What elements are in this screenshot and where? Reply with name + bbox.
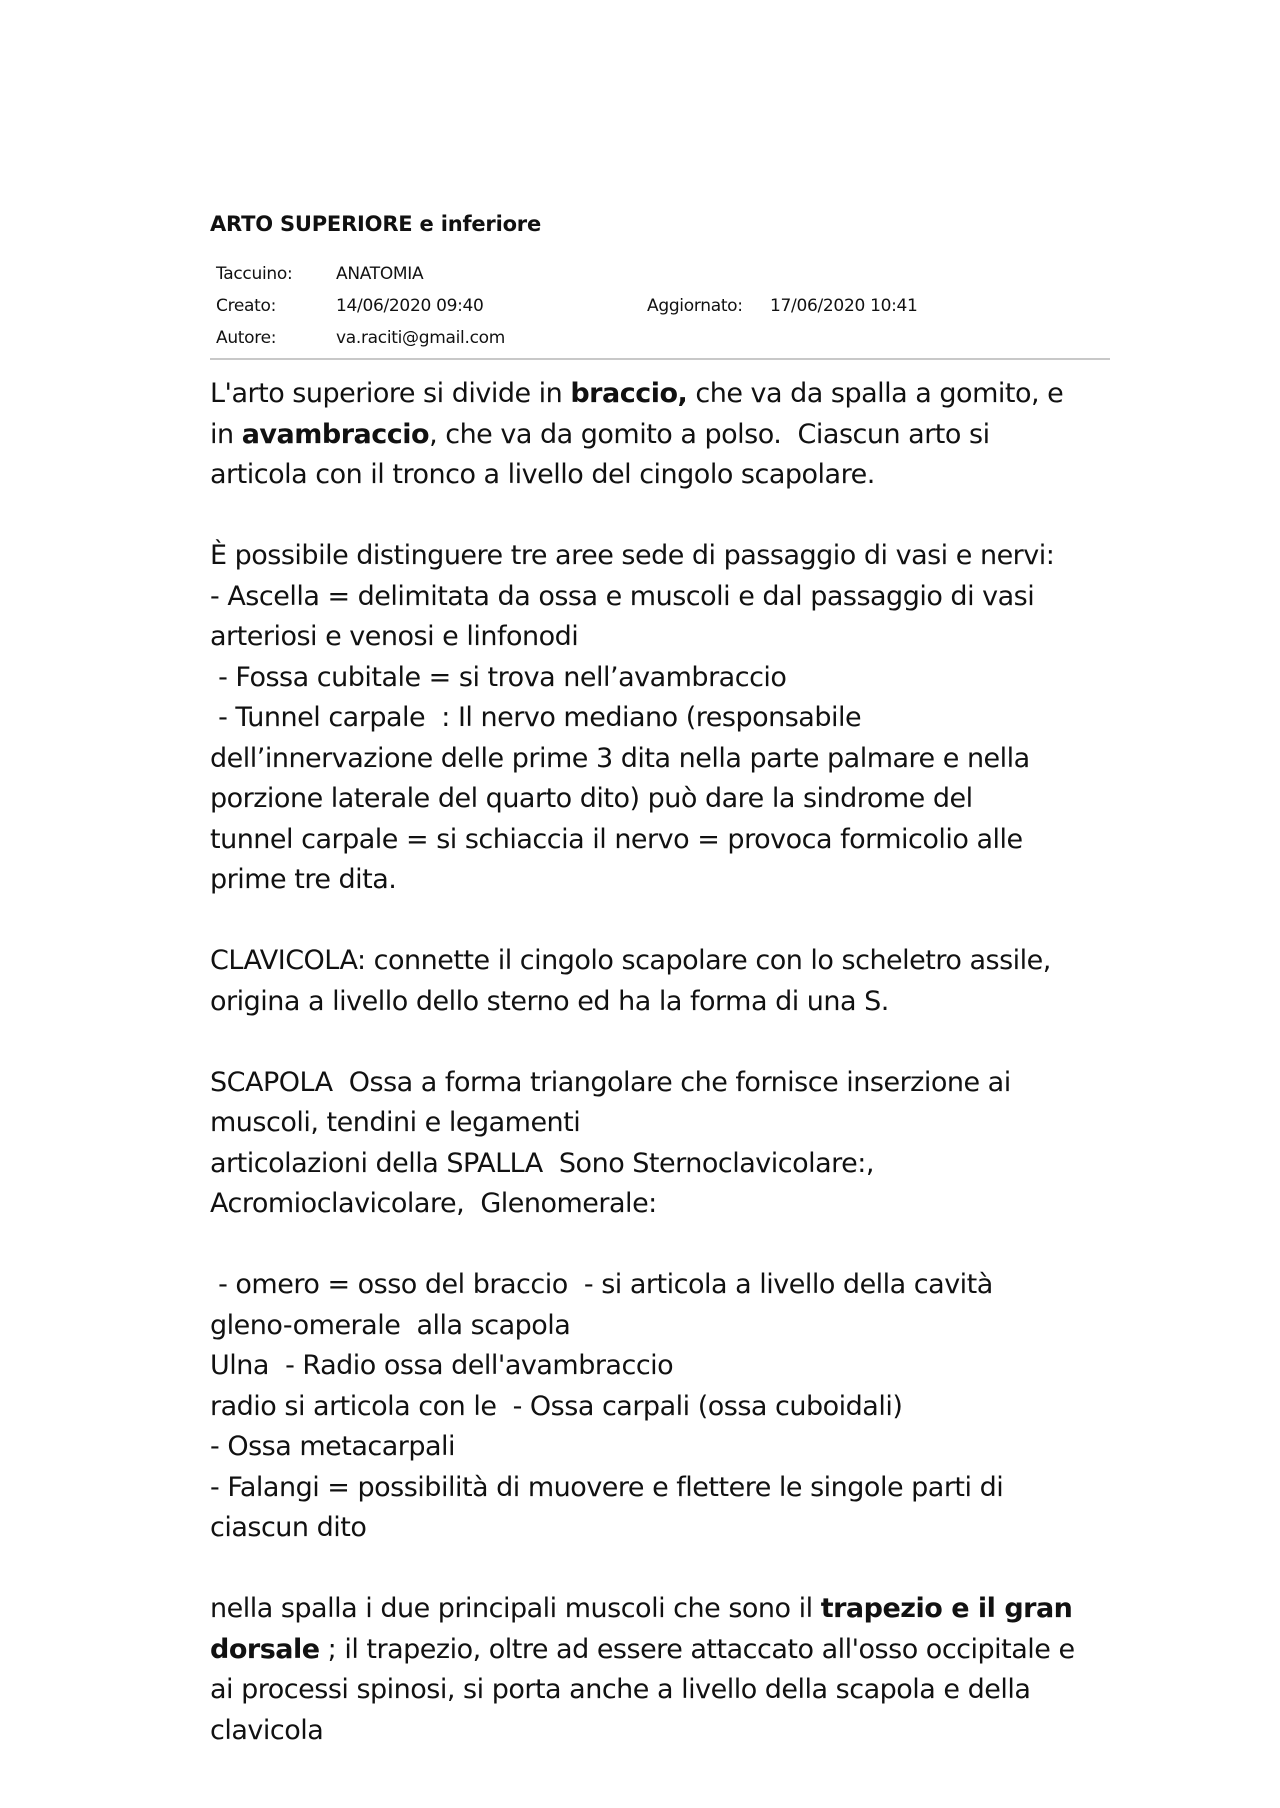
- note-body: [210, 374, 1080, 1751]
- text-line: dorsale ; il trapezio, oltre ad essere attaccato all'osso occipitale e: [210, 1633, 1075, 1665]
- note-page: [210, 212, 1080, 1751]
- text-line: clavicola: [210, 1714, 324, 1746]
- text-line: radio si articola con le - Ossa carpali (ossa cuboidali): [210, 1390, 903, 1422]
- text-line: muscoli, tendini e legamenti: [210, 1107, 581, 1138]
- text-line: Acromioclavicolare, Glenomerale:: [210, 1188, 657, 1219]
- paragraph-gap: [210, 1549, 1080, 1590]
- paragraph-gap: [210, 901, 1080, 942]
- text-line: ciascun dito: [210, 1512, 367, 1543]
- text-line: gleno-omerale alla scapola: [210, 1309, 571, 1341]
- text-line: L'arto superiore si divide in braccio, che va da spalla a gomito, e: [210, 378, 1064, 409]
- text-line: origina a livello dello sterno ed ha la forma di una S.: [210, 985, 889, 1017]
- updated-value: 17/06/2020 10:41: [770, 296, 918, 316]
- text-line: tunnel carpale = si schiaccia il nervo = provoca formicolio alle: [210, 823, 1023, 855]
- paragraph-gap: [210, 1022, 1080, 1063]
- bold-term-dorsale: dorsale: [210, 1633, 320, 1665]
- note-metadata: [210, 258, 1110, 360]
- text-line: È possibile distinguere tre aree sede di passaggio di vasi e nervi:: [210, 540, 1055, 571]
- updated-label: Aggiornato:: [647, 296, 743, 316]
- notebook-value: ANATOMIA: [336, 264, 424, 284]
- text-line: CLAVICOLA: connette il cingolo scapolare con lo scheletro assile,: [210, 945, 1051, 976]
- paragraph-bones: [210, 1265, 1080, 1549]
- paragraph-gap: [210, 1225, 1080, 1266]
- author-value: va.raciti@gmail.com: [336, 328, 505, 348]
- paragraph-passage-areas: [210, 536, 1080, 901]
- note-title: ARTO SUPERIORE e inferiore: [210, 212, 542, 236]
- bold-term-avambraccio: avambraccio: [241, 418, 430, 450]
- bold-term-braccio: braccio,: [570, 378, 688, 409]
- meta-row-author: [210, 322, 1110, 354]
- text-line: - Falangi = possibilità di muovere e flettere le singole parti di: [210, 1471, 1004, 1503]
- notebook-label: Taccuino:: [216, 264, 293, 284]
- text-line: in avambraccio, che va da gomito a polso. Ciascun arto si: [210, 418, 990, 450]
- paragraph-arm-division: [210, 374, 1080, 496]
- text-line: articolazioni della SPALLA Sono Sternoclavicolare:,: [210, 1147, 874, 1179]
- text-line: - omero = osso del braccio - si articola a livello della cavità: [210, 1269, 993, 1300]
- created-label: Creato:: [216, 296, 277, 316]
- text-line: - Ossa metacarpali: [210, 1431, 456, 1462]
- paragraph-shoulder-muscles: [210, 1589, 1080, 1751]
- text-line: arteriosi e venosi e linfonodi: [210, 621, 579, 652]
- text-line: porzione laterale del quarto dito) può dare la sindrome del: [210, 783, 973, 814]
- meta-row-notebook: [210, 258, 1110, 290]
- text-line: ai processi spinosi, si porta anche a livello della scapola e della: [210, 1674, 1031, 1705]
- meta-row-created: [210, 290, 1110, 322]
- author-label: Autore:: [216, 328, 277, 348]
- text-line: - Fossa cubitale = si trova nell’avambraccio: [210, 661, 787, 693]
- text-line: Ulna - Radio ossa dell'avambraccio: [210, 1350, 674, 1381]
- paragraph-clavicola: [210, 941, 1080, 1022]
- paragraph-gap: [210, 496, 1080, 537]
- bold-term-trapezio: trapezio e il gran: [820, 1593, 1073, 1624]
- text-line: articola con il tronco a livello del cingolo scapolare.: [210, 459, 875, 490]
- text-line: prime tre dita.: [210, 864, 397, 895]
- text-line: - Ascella = delimitata da ossa e muscoli e dal passaggio di vasi: [210, 580, 1035, 612]
- text-line: - Tunnel carpale : Il nervo mediano (responsabile: [210, 702, 862, 733]
- text-line: nella spalla i due principali muscoli che sono il trapezio e il gran: [210, 1593, 1073, 1624]
- text-line: SCAPOLA Ossa a forma triangolare che fornisce inserzione ai: [210, 1066, 1011, 1098]
- paragraph-scapola: [210, 1063, 1080, 1225]
- text-line: dell’innervazione delle prime 3 dita nella parte palmare e nella: [210, 742, 1030, 774]
- created-value: 14/06/2020 09:40: [336, 296, 484, 316]
